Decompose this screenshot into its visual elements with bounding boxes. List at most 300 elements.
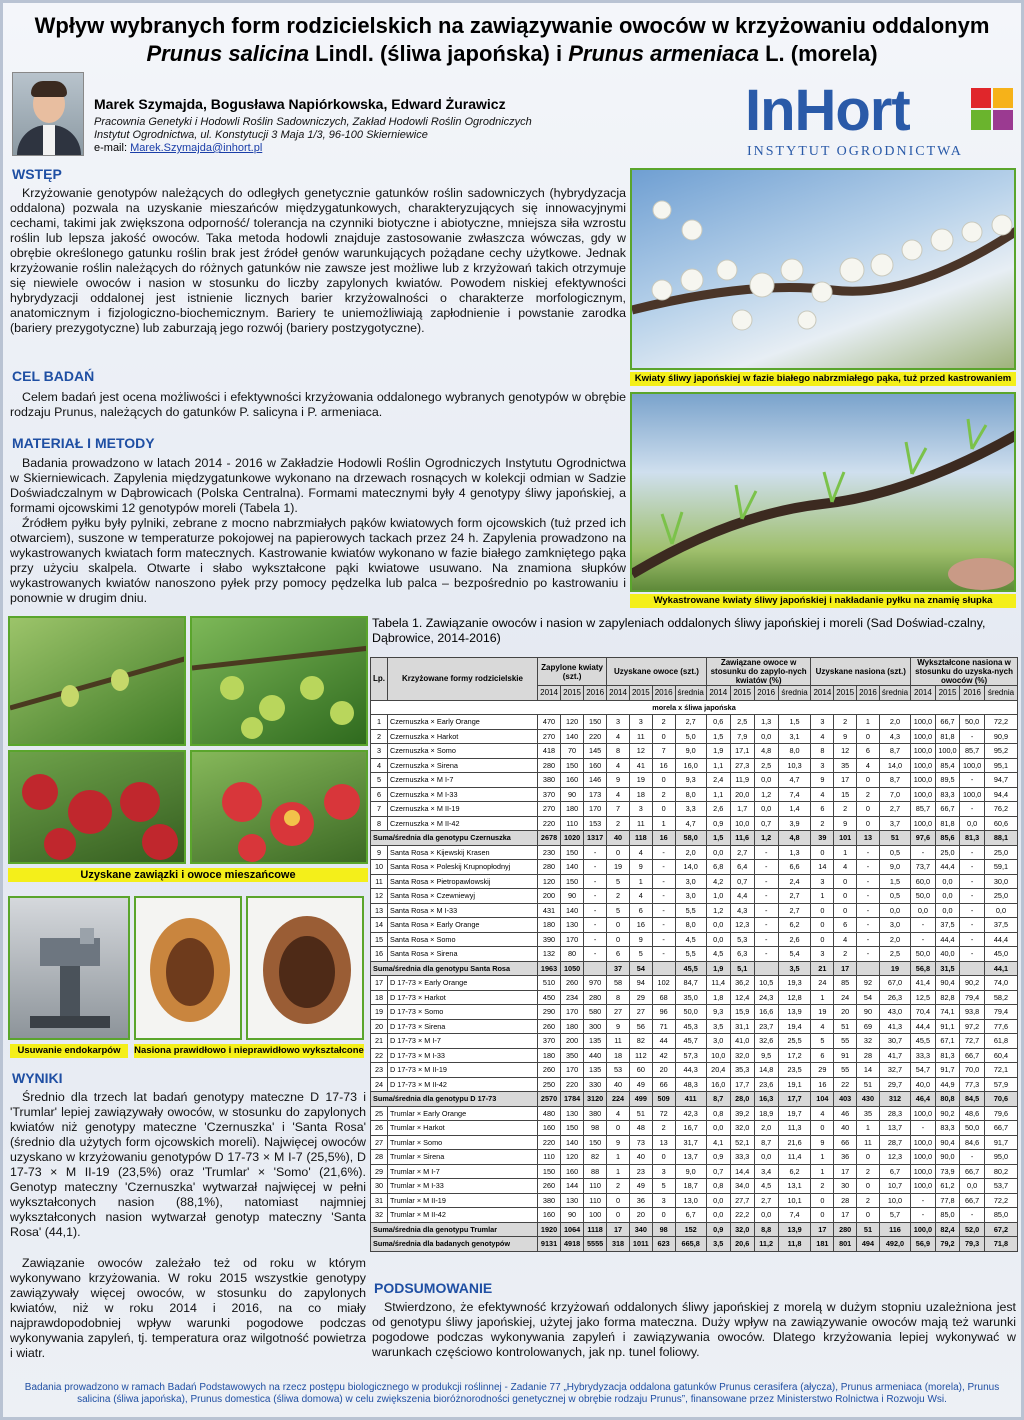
table-cell: - — [652, 903, 675, 918]
table-cell: 28,0 — [730, 1092, 754, 1107]
table-cell: 49 — [629, 1077, 652, 1092]
table-cell: 450 — [538, 990, 561, 1005]
th-fruitset-year-1: 2015 — [730, 686, 754, 701]
table-cell: 58,2 — [984, 990, 1017, 1005]
table-row — [371, 758, 1018, 773]
table-cell: 370 — [538, 1034, 561, 1049]
text-wstep: Krzyżowanie genotypów należących do odległych genetycznie gatunków roślin sadowniczych (hybrydyzacja oddalona) pozwala na uzyskanie mieszańców międzygatunkowych, charakteryzujących się innowacyjnymi cechami, takimi jak zwiększona odporność/ tolerancja na czynniki biotyczne i abiotyczne, mniejsza siła wzrostu roślin lub lepsza jakość owoców. Taka metoda hodowli znajduje zastosowanie zwłaszcza wówczas, gdy w obrębie określonego gatunku roślin brak jest źródeł genów warunkujących pożądane cechy użytkowe. Jednak krzyżowanie roślin należących do różnych gatunków nie zawsze jest możliwe lub z krzyżowań takich otrzymuje się niewiele owoców i nasion w stosunku do liczby zapylonych kwiatów. Powodem niskiej efektywności hybrydyzacji oddalonej jest istnienie licznych barier krzyżowalności o charakterze morfologicznym, anatomicznym i fizjologiczno-biochemicznym. Bariery te uniemożliwiają zapłodnienie i powstanie zarodka (bariery prezygotyczne) lub zaburzają jego rozwój (bariery postzygotyczne). — [10, 186, 626, 335]
text-wyniki-1: Średnio dla trzech lat badań genotypy mateczne D 17-73 i 'Trumlar' lepiej zawiązywały owoców, w stosunku do zapylonych kwiatów niż genotypy mateczne 'Czernuszka' i 'Santa Rosa' (średnio dla użytych form ojcowskich moreli). Najwięcej owoców uzyskano w krzyżowaniu genotypów D 17-73 × M I-7 (25,5%), D 17-73 × M II-19 (23,5%) oraz 'Trumlar' × 'Somo' (21,6%). Genotyp mateczny 'Czernuszka' wytwarzał najwięcej w pełni wykształconych nasion (88,1%), natomiast najmniej wykształconych nasion wytwarzał genotyp mateczny 'Santa Rosa' (44,1). — [10, 1090, 366, 1239]
table-cell: 2 — [834, 802, 857, 817]
table-cell: 0,0 — [706, 1208, 730, 1223]
table-cell: 2 — [607, 1179, 630, 1194]
table-cell: - — [911, 1193, 936, 1208]
table-cell: 84,6 — [960, 1135, 985, 1150]
table-cell: 28,7 — [879, 1135, 910, 1150]
table-cell: 90,9 — [984, 729, 1017, 744]
table-cell: 32,6 — [754, 1034, 778, 1049]
table-cell-lp: 21 — [371, 1034, 388, 1049]
table-cell: 3,5 — [706, 1019, 730, 1034]
table-cell: - — [754, 845, 778, 860]
table-cell: 72,7 — [960, 1034, 985, 1049]
table-cell: 4 — [607, 787, 630, 802]
table-cell: 44,4 — [911, 1019, 936, 1034]
table-cell: - — [754, 860, 778, 875]
table-cell-lp: 27 — [371, 1135, 388, 1150]
table-cell: 55 — [834, 1034, 857, 1049]
table-cell: 41,7 — [879, 1048, 910, 1063]
table-cell: 9,0 — [879, 860, 910, 875]
table-cell: 51 — [857, 1077, 880, 1092]
table-sum-row — [371, 1092, 1018, 1107]
table-cell: - — [652, 860, 675, 875]
table-cell: 8,8 — [754, 1222, 778, 1237]
table-cell: 2 — [811, 816, 834, 831]
table-cell: 68 — [652, 990, 675, 1005]
table-cell: 8 — [607, 744, 630, 759]
email-link[interactable]: Marek.Szymajda@inhort.pl — [130, 142, 263, 154]
table-cell: 90 — [561, 787, 584, 802]
table-cell: 36 — [629, 1193, 652, 1208]
table-cell: 411 — [675, 1092, 706, 1107]
table-cell-lp: 26 — [371, 1121, 388, 1136]
table-cell: 0 — [857, 1208, 880, 1223]
logo-square-red — [971, 88, 991, 108]
table-cell: 11,4 — [706, 976, 730, 991]
photo-vise — [8, 896, 130, 1040]
table-cell: 499 — [629, 1092, 652, 1107]
table-cell: 6,8 — [706, 860, 730, 875]
table-cell: 0 — [652, 773, 675, 788]
table-cell: 1,2 — [754, 831, 778, 846]
table-cell: 0 — [857, 729, 880, 744]
table-cell: 312 — [879, 1092, 910, 1107]
caption-castration: Wykastrowane kwiaty śliwy japońskiej i nakładanie pyłku na znamię słupka — [630, 594, 1016, 608]
table-cell: 1,1 — [706, 758, 730, 773]
table-cell: 79,3 — [960, 1237, 985, 1252]
table-cell-cross: Trumlar × Sirena — [388, 1150, 538, 1165]
table-cell-cross: Trumlar × M II-19 — [388, 1193, 538, 1208]
table-cell: 0,0 — [706, 1121, 730, 1136]
table-cell: 0,0 — [706, 1193, 730, 1208]
table-cell: 1,2 — [706, 903, 730, 918]
table-cell: 510 — [538, 976, 561, 991]
table-cell: 2 — [834, 715, 857, 730]
table-cell: 17 — [811, 1222, 834, 1237]
table-cell: 48 — [629, 1121, 652, 1136]
table-cell: 90 — [561, 889, 584, 904]
table-cell: 3,4 — [754, 1164, 778, 1179]
table-cell: 11 — [629, 816, 652, 831]
table-cell: 12 — [629, 744, 652, 759]
table-cell-cross: Trumlar × Early Orange — [388, 1106, 538, 1121]
table-cell: 19 — [811, 1005, 834, 1020]
table-cell: 9 — [811, 773, 834, 788]
table-cell: 1 — [607, 1164, 630, 1179]
table-cell: 70,6 — [984, 1092, 1017, 1107]
table-cell: 220 — [584, 729, 607, 744]
table-cell: 7,4 — [778, 1208, 811, 1223]
table-cell: 60 — [629, 1063, 652, 1078]
table-cell-cross: Santa Rosa × Poleskij Krupnopłodnyj — [388, 860, 538, 875]
table-cell: 22,2 — [730, 1208, 754, 1223]
table-cell: 4,8 — [778, 831, 811, 846]
table-cell: 1,3 — [778, 845, 811, 860]
table-cell: 0 — [811, 903, 834, 918]
table-cell: 53 — [607, 1063, 630, 1078]
table-cell: 1 — [811, 990, 834, 1005]
table-cell: 6,2 — [778, 918, 811, 933]
table-cell: 24 — [834, 990, 857, 1005]
table-cell: 4,5 — [754, 1179, 778, 1194]
table-cell: 17,7 — [730, 1077, 754, 1092]
th-fruitset-avg: średnia — [778, 686, 811, 701]
table-cell: - — [584, 889, 607, 904]
table-cell: 270 — [538, 802, 561, 817]
logo-square-yellow — [993, 88, 1013, 108]
table-cell-cross: D 17-73 × Early Orange — [388, 976, 538, 991]
table-cell: 31,7 — [675, 1135, 706, 1150]
table-cell: 85,4 — [935, 758, 960, 773]
table-cell: 2,5 — [879, 947, 910, 962]
table-cell: 1317 — [584, 831, 607, 846]
table-cell: 72,2 — [984, 715, 1017, 730]
table-cell: 66 — [652, 1077, 675, 1092]
table-cell: 4,5 — [675, 932, 706, 947]
table-cell: 0,7 — [754, 816, 778, 831]
table-cell: - — [857, 874, 880, 889]
table-cell: 1011 — [629, 1237, 652, 1252]
title-species-2: Prunus armeniaca — [568, 41, 759, 66]
table-cell: 9 — [834, 729, 857, 744]
table-cell: 0,8 — [706, 1179, 730, 1194]
table-cell: 2 — [811, 1179, 834, 1194]
table-cell: 37,5 — [935, 918, 960, 933]
table-cell: 25,0 — [984, 889, 1017, 904]
table-cell: 9 — [629, 932, 652, 947]
table-cell: 580 — [584, 1005, 607, 1020]
table-cell: 2 — [652, 1121, 675, 1136]
table-cell — [652, 961, 675, 976]
table-cell: 67,0 — [879, 976, 910, 991]
table-cell: 67,1 — [935, 1034, 960, 1049]
table-cell: 88 — [584, 1164, 607, 1179]
title-line-2 — [0, 40, 1024, 68]
th-fruits-year-0: 2014 — [607, 686, 630, 701]
table-cell: 3,1 — [778, 729, 811, 744]
table-cell: 44,3 — [675, 1063, 706, 1078]
table-cell: 350 — [561, 1048, 584, 1063]
table-cell: 19 — [629, 773, 652, 788]
table-cell: 17 — [607, 1222, 630, 1237]
table-cell: 1,5 — [706, 831, 730, 846]
table-cell: 3 — [629, 715, 652, 730]
table-cell: 2,7 — [675, 715, 706, 730]
table-cell-cross: Santa Rosa × Sirena — [388, 947, 538, 962]
table-cell-lp: 22 — [371, 1048, 388, 1063]
table-cell: 8,7 — [754, 1135, 778, 1150]
table-cell: 1,3 — [754, 715, 778, 730]
table-cell: 110 — [584, 1193, 607, 1208]
table-cell: 4,3 — [730, 903, 754, 918]
table-cell: 470 — [538, 715, 561, 730]
table-cell: 51 — [629, 1106, 652, 1121]
table-cell: 28 — [857, 1048, 880, 1063]
table-cell: 112 — [629, 1048, 652, 1063]
table-cell: - — [960, 918, 985, 933]
table-row — [371, 1077, 1018, 1092]
table-cell: 220 — [538, 1135, 561, 1150]
table-row — [371, 729, 1018, 744]
email-label: e-mail: — [94, 142, 131, 154]
table-cell: - — [652, 874, 675, 889]
table-cell: 2 — [857, 1193, 880, 1208]
table-cell: 100,0 — [911, 1179, 936, 1194]
th-developed-year-1: 2015 — [935, 686, 960, 701]
photo-seed-good — [134, 896, 242, 1040]
table-cell: 12,8 — [778, 990, 811, 1005]
table-cell: 52,1 — [730, 1135, 754, 1150]
table-cell: - — [857, 889, 880, 904]
th-seeds-avg: średnia — [879, 686, 910, 701]
table-cell: 9 — [811, 1135, 834, 1150]
text-wyniki-2: Zawiązanie owoców zależało też od roku w którym wykonywano krzyżowania. W roku 2015 wszystkie genotypy zawiązywały więcej owoców, w stosunku do zapylonych kwiatów, niż w roku 2014 i 2016, na co miały najprawdopodobniej wpływ warunki pogodowe podczas wykonywania zapyleń, tj. temperatura oraz wilgotność powietrza i wiatr. — [10, 1256, 366, 1360]
table-cell: 24 — [811, 976, 834, 991]
table-cell: 82 — [584, 1150, 607, 1165]
blossom-branch-graphic — [632, 170, 1016, 370]
table-cell: 72,2 — [984, 1193, 1017, 1208]
table-cell: 66,7 — [960, 1048, 985, 1063]
table-cell: 52,0 — [960, 1222, 985, 1237]
table-cell: 50,0 — [960, 715, 985, 730]
table-cell: - — [960, 773, 985, 788]
table-row — [371, 1193, 1018, 1208]
table-cell: 95,0 — [984, 1150, 1017, 1165]
table-cell: 9,5 — [754, 1048, 778, 1063]
table-cell: 25,0 — [935, 845, 960, 860]
table-cell: 89,5 — [935, 773, 960, 788]
table-cell: 1,1 — [706, 787, 730, 802]
table-cell: 150 — [561, 1121, 584, 1136]
table-cell: 3 — [811, 715, 834, 730]
table-cell: 4 — [607, 1106, 630, 1121]
table-cell: 2 — [857, 1164, 880, 1179]
th-fruits-year-2: 2016 — [652, 686, 675, 701]
table-cell: 60,6 — [984, 816, 1017, 831]
table-cell: 0 — [857, 816, 880, 831]
table-cell-lp: 3 — [371, 744, 388, 759]
table-cell: 23,7 — [754, 1019, 778, 1034]
table-cell: 44 — [652, 1034, 675, 1049]
table-cell: 6,7 — [879, 1164, 910, 1179]
table-cell: 3 — [629, 802, 652, 817]
table-cell: 40,0 — [935, 947, 960, 962]
table-cell: 3 — [607, 715, 630, 730]
logo-square-green — [971, 110, 991, 130]
table-cell — [960, 961, 985, 976]
table-cell: 3,3 — [675, 802, 706, 817]
table-cell: 200 — [538, 889, 561, 904]
table-cell: 27,3 — [730, 758, 754, 773]
table-cell-cross: Trumlar × M I-33 — [388, 1179, 538, 1194]
table-cell: 14,0 — [675, 860, 706, 875]
table-cell: 0 — [857, 773, 880, 788]
footer-funding: Badania prowadzono w ramach Badań Podstawowych na rzecz postępu biologicznego w produkcji roślinnej - Zadanie 77 „Hybrydyzacja oddalona gatunków Prunus cerasifera (ałycza), Prunus armeniaca (morela), Prunus salicina (śliwa japońska), Prunus domestica (śliwa domowa) w celu zwiększenia bioróżnorodności genetycznej w obrębie rodzaju Prunus”, finansowane przez Ministerstwo Rolnictwa i Rozwoju Wsi. — [24, 1382, 1000, 1405]
table-cell: 26,3 — [879, 990, 910, 1005]
table-cell: 6,2 — [778, 1164, 811, 1179]
affiliation — [94, 116, 532, 142]
th-pollinated-year-1: 2015 — [561, 686, 584, 701]
table-cell: 16,7 — [675, 1121, 706, 1136]
table-cell: 250 — [538, 1077, 561, 1092]
table-cell-cross: D 17-73 × M II-42 — [388, 1077, 538, 1092]
table-cell: 80,2 — [984, 1164, 1017, 1179]
table-cell: 370 — [538, 787, 561, 802]
table-cell: 0,0 — [935, 874, 960, 889]
table-cell: 0,0 — [960, 816, 985, 831]
table-cell: 18 — [629, 787, 652, 802]
table-cell: 4,1 — [706, 1135, 730, 1150]
table-cell: 100,0 — [911, 715, 936, 730]
table-cell: 4 — [811, 787, 834, 802]
table-cell: 60,0 — [911, 874, 936, 889]
table-cell: 25,5 — [778, 1034, 811, 1049]
table-cell: 81,3 — [960, 831, 985, 846]
table-cell: 160 — [561, 773, 584, 788]
table-cell: 280 — [584, 990, 607, 1005]
table-cell: 4 — [857, 758, 880, 773]
table-cell-cross: Santa Rosa × Somo — [388, 932, 538, 947]
th-fruitset-year-0: 2014 — [706, 686, 730, 701]
table-cell: 100,0 — [911, 787, 936, 802]
table-cell: 10,0 — [730, 816, 754, 831]
table-cell: 665,8 — [675, 1237, 706, 1252]
logo-word: InHort — [745, 78, 910, 143]
table-cell: 3,0 — [879, 918, 910, 933]
table-cell: 46 — [834, 1106, 857, 1121]
table-cell: 45,3 — [675, 1019, 706, 1034]
table-subheader: morela x śliwa japońska — [371, 700, 1018, 715]
table-cell: - — [754, 918, 778, 933]
author-photo — [12, 72, 84, 156]
table-cell: 30,7 — [879, 1034, 910, 1049]
text-metody-2: Źródłem pyłku były pylniki, zebrane z mocno nabrzmiałych pąków kwiatowych form ojcowskich (tuż przed ich otwarciem), suszone w temperaturze pokojowej na papierowych tackach przez 24 h. Zapylenia prowadzono na wykastrowanych kwiatach form matecznych. Kastrowanie kwiatów wykonano w fazie białego zamkniętego pąka przy użyciu skalpela. Otwarte i słabo wykształcone pąki kwiatowe usuwano. Na znamiona słupków wykastrowanych kwiatów nanoszono pyłek przy pomocy pędzelka lub palca – bezpośrednio po kastrowaniu i ponownie w drugim dniu. — [10, 516, 626, 605]
table-cell: 6,4 — [730, 860, 754, 875]
table-cell: 509 — [652, 1092, 675, 1107]
table-cell: 83,3 — [935, 787, 960, 802]
table-cell: 90,4 — [935, 1135, 960, 1150]
table-cell: 100,0 — [911, 1135, 936, 1150]
table-cell: 135 — [584, 1034, 607, 1049]
table-cell: 18,9 — [754, 1106, 778, 1121]
table-cell: 17,1 — [730, 744, 754, 759]
table-sum-row — [371, 1222, 1018, 1237]
table-caption: Tabela 1. Zawiązanie owoców i nasion w zapyleniach oddalonych śliwy japońskiej i moreli (Sad Doświad-czalny, Dąbrowice, 2014-2016) — [372, 616, 986, 645]
photo-blossom-buds — [630, 168, 1016, 370]
table-cell: - — [652, 845, 675, 860]
photo-fruits-2 — [190, 750, 368, 864]
table-cell: 84,7 — [675, 976, 706, 991]
table-cell: - — [857, 947, 880, 962]
table-cell-lp: 12 — [371, 889, 388, 904]
table-cell-cross: Czernuszka × M I-7 — [388, 773, 538, 788]
table-cell: - — [857, 903, 880, 918]
table-cell: 4 — [607, 729, 630, 744]
table-cell: 85,7 — [911, 802, 936, 817]
table-cell: 16,0 — [706, 1077, 730, 1092]
table-cell: 170 — [584, 802, 607, 817]
table-cell: 13,9 — [778, 1005, 811, 1020]
table-cell: 25,0 — [984, 845, 1017, 860]
table-cell: 3 — [811, 758, 834, 773]
table-cell: 100,0 — [911, 1222, 936, 1237]
table-row — [371, 1005, 1018, 1020]
table-cell: 135 — [584, 1063, 607, 1078]
table-cell: 1 — [811, 1164, 834, 1179]
table-cell: 3,9 — [778, 816, 811, 831]
table-cell: 100,0 — [911, 729, 936, 744]
table-cell: 66 — [834, 1135, 857, 1150]
table-cell: 153 — [584, 816, 607, 831]
table-cell: 100,0 — [911, 1106, 936, 1121]
table-cell: 17,2 — [778, 1048, 811, 1063]
table-cell: 90 — [857, 1005, 880, 1020]
table-cell: 1 — [857, 715, 880, 730]
table-row — [371, 903, 1018, 918]
table-cell: 0 — [607, 1121, 630, 1136]
table-cell: 180 — [538, 918, 561, 933]
table-cell: 1,9 — [706, 744, 730, 759]
table-cell: 4 — [811, 729, 834, 744]
table-cell: 80,8 — [935, 1092, 960, 1107]
table-cell: 2 — [834, 947, 857, 962]
th-fruitset-year-2: 2016 — [754, 686, 778, 701]
table-cell: 44,9 — [935, 1077, 960, 1092]
table-cell: 61,8 — [984, 1034, 1017, 1049]
table-cell-cross: Czernuszka × Somo — [388, 744, 538, 759]
table-cell: 45,5 — [911, 1034, 936, 1049]
table-cell: 623 — [652, 1237, 675, 1252]
table-cell: 6,6 — [778, 860, 811, 875]
table-cell: 5,7 — [879, 1208, 910, 1223]
table-cell: 130 — [561, 918, 584, 933]
table-cell: 13,1 — [778, 1179, 811, 1194]
table-cell: 70,0 — [960, 1063, 985, 1078]
table-cell: - — [584, 918, 607, 933]
table-cell: 2 — [652, 715, 675, 730]
table-cell: 3 — [811, 947, 834, 962]
table-cell-cross: Trumlar × M I-7 — [388, 1164, 538, 1179]
table-cell: 0,8 — [706, 1106, 730, 1121]
table-cell: 67,2 — [984, 1222, 1017, 1237]
table-cell: 1,8 — [706, 990, 730, 1005]
table-cell-lp: 20 — [371, 1019, 388, 1034]
table-cell: 110 — [584, 1179, 607, 1194]
table-cell: 1,5 — [706, 729, 730, 744]
table-cell: 2 — [607, 889, 630, 904]
table-cell: 170 — [561, 932, 584, 947]
table-cell: 42,3 — [675, 1106, 706, 1121]
table-cell: 0,0 — [706, 845, 730, 860]
table-cell-cross: Santa Rosa × M I-33 — [388, 903, 538, 918]
table-cell: 0,0 — [935, 889, 960, 904]
table-cell: - — [960, 860, 985, 875]
table-cell: 150 — [561, 758, 584, 773]
table-cell: 8,0 — [675, 787, 706, 802]
table-cell: 2,6 — [706, 802, 730, 817]
table-cell: 5555 — [584, 1237, 607, 1252]
table-cell: - — [584, 874, 607, 889]
table-cell: 4,4 — [730, 889, 754, 904]
